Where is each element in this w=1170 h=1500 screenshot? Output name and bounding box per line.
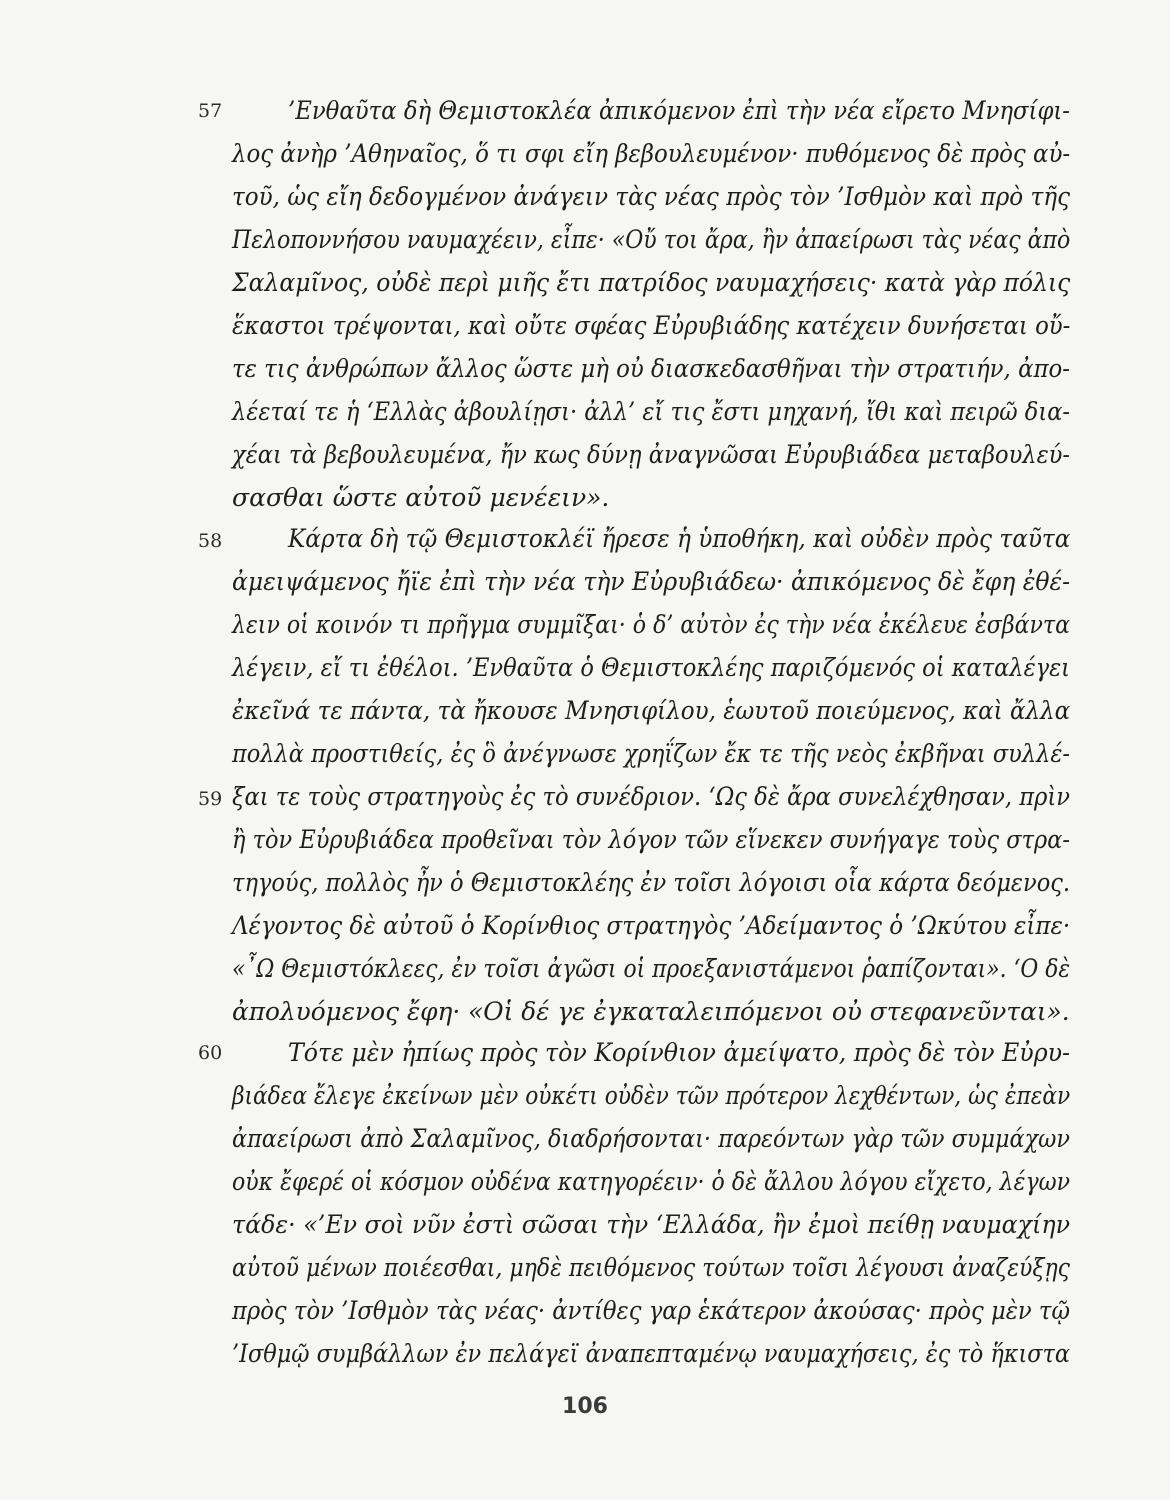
text-line: λειν οἱ κοινόν τι πρῆγμα συμμῖξαι· ὁ δ’ αὐτὸν ἐς τὴν νέα ἐκέλευε ἐσβάντα xyxy=(232,610,1070,639)
section-number-57: 57 xyxy=(198,100,223,122)
text-line: πολλὰ προστιθείς, ἐς ὃ ἀνέγνωσε χρηΐζων ἔκ τε τῆς νεὸς ἐκβῆναι συλλέ- xyxy=(232,739,1070,768)
text-line: τε τις ἀνθρώπων ἄλλος ὥστε μὴ οὐ διασκεδασθῆναι τὴν στρατιήν, ἀπο- xyxy=(232,354,1070,383)
text-line: Σαλαμῖνος, οὐδὲ περὶ μιῆς ἔτι πατρίδος ναυμαχήσεις· κατὰ γὰρ πόλις xyxy=(232,268,1071,297)
text-line: πρὸς τὸν ’Ισθμὸν τὰς νέας· ἀντίθες γαρ ἑκάτερον ἀκούσας· πρὸς μὲν τῷ xyxy=(232,1296,1070,1325)
section-number-60: 60 xyxy=(198,1042,223,1064)
text-line: λέγειν, εἴ τι ἐθέλοι. ’Ενθαῦτα ὁ Θεμιστοκλέης παριζόμενός οἱ καταλέγει xyxy=(232,653,1070,682)
text-line: Λέγοντος δὲ αὐτοῦ ὁ Κορίνθιος στρατηγὸς ’Αδείμαντος ὁ ’Ωκύτου εἶπε· xyxy=(232,911,1071,940)
text-line: Τότε μὲν ἠπίως πρὸς τὸν Κορίνθιον ἀμείψατο, πρὸς δὲ τὸν Εὐρυ- xyxy=(288,1038,1070,1067)
text-line: ἀπαείρωσι ἀπὸ Σαλαμῖνος, διαδρήσονται· παρεόντων γὰρ τῶν συμμάχων xyxy=(232,1124,1070,1153)
text-line: τοῦ, ὡς εἴη δεδογμένον ἀνάγειν τὰς νέας πρὸς τὸν ’Ισθμὸν καὶ πρὸ τῆς xyxy=(232,182,1070,211)
text-line: αὐτοῦ μένων ποιέεσθαι, μηδὲ πειθόμενος τούτων τοῖσι λέγουσι ἀναζεύξῃς xyxy=(232,1253,1070,1282)
text-line: τάδε· «’Εν σοὶ νῦν ἐστὶ σῶσαι τὴν ‘Ελλάδα, ἢν ἐμοὶ πείθῃ ναυμαχίην xyxy=(232,1210,1070,1239)
text-line: Κάρτα δὴ τῷ Θεμιστοκλέϊ ἤρεσε ἡ ὑποθήκη, καὶ οὐδὲν πρὸς ταῦτα xyxy=(288,524,1071,553)
text-line: λέεταί τε ἡ ‘Ελλὰς ἀβουλίῃσι· ἀλλ’ εἴ τις ἔστι μηχανή, ἴθι καὶ πειρῶ δια- xyxy=(232,397,1071,426)
page-number: 106 xyxy=(562,1394,608,1419)
text-line: οὐκ ἔφερέ οἱ κόσμον οὐδένα κατηγορέειν· ὁ δὲ ἄλλου λόγου εἴχετο, λέγων xyxy=(232,1167,1070,1196)
text-line: Πελοποννήσου ναυμαχέειν, εἶπε· «Οὔ τοι ἄρα, ἢν ἀπαείρωσι τὰς νέας ἀπὸ xyxy=(232,225,1071,254)
text-line: ’Ενθαῦτα δὴ Θεμιστοκλέα ἀπικόμενον ἐπὶ τὴν νέα εἴρετο Μνησίφι- xyxy=(288,96,1070,125)
text-line: ἀπολυόμενος ἔφη· «Οἱ δέ γε ἐγκαταλειπόμενοι οὐ στεφανεῦνται». xyxy=(232,997,1070,1026)
text-line: τηγούς, πολλὸς ἦν ὁ Θεμιστοκλέης ἐν τοῖσι λόγοισι οἷα κάρτα δεόμενος. xyxy=(232,868,1070,897)
text-line: ἐκεῖνά τε πάντα, τὰ ἤκουσε Μνησιφίλου, ἑωυτοῦ ποιεύμενος, καὶ ἄλλα xyxy=(232,696,1071,725)
text-line: χέαι τὰ βεβουλευμένα, ἤν κως δύνῃ ἀναγνῶσαι Εὐρυβιάδεα μεταβουλεύ- xyxy=(232,440,1070,469)
text-line: «῏Ω Θεμιστόκλεες, ἐν τοῖσι ἀγῶσι οἱ προεξανιστάμενοι ῥαπίζονται». ‘Ο δὲ xyxy=(232,954,1071,983)
section-number-58: 58 xyxy=(198,530,223,552)
text-line: ἢ τὸν Εὐρυβιάδεα προθεῖναι τὸν λόγον τῶν εἵνεκεν συνήγαγε τοὺς στρα- xyxy=(232,825,1070,854)
text-line: σασθαι ὥστε αὐτοῦ μενέειν». xyxy=(232,483,610,512)
section-number-59: 59 xyxy=(198,788,223,810)
text-line: βιάδεα ἔλεγε ἐκείνων μὲν οὐκέτι οὐδὲν τῶν πρότερον λεχθέντων, ὡς ἐπεὰν xyxy=(232,1081,1071,1110)
text-line: ’Ισθμῷ συμβάλλων ἐν πελάγεϊ ἀναπεπταμένῳ ναυμαχήσεις, ἐς τὸ ἥκιστα xyxy=(232,1339,1070,1368)
text-line: ξαι τε τοὺς στρατηγοὺς ἐς τὸ συνέδριον. ‘Ως δὲ ἄρα συνελέχθησαν, πρὶν xyxy=(232,782,1070,811)
text-line: λος ἀνὴρ ’Αθηναῖος, ὅ τι σφι εἴη βεβουλευμένον· πυθόμενος δὲ πρὸς αὐ- xyxy=(232,139,1071,168)
text-line: ἀμειψάμενος ἤϊε ἐπὶ τὴν νέα τὴν Εὐρυβιάδεω· ἀπικόμενος δὲ ἔφη ἐθέ- xyxy=(232,567,1071,596)
text-line: ἕκαστοι τρέψονται, καὶ οὔτε σφέας Εὐρυβιάδης κατέχειν δυνήσεται οὔ- xyxy=(232,311,1071,340)
